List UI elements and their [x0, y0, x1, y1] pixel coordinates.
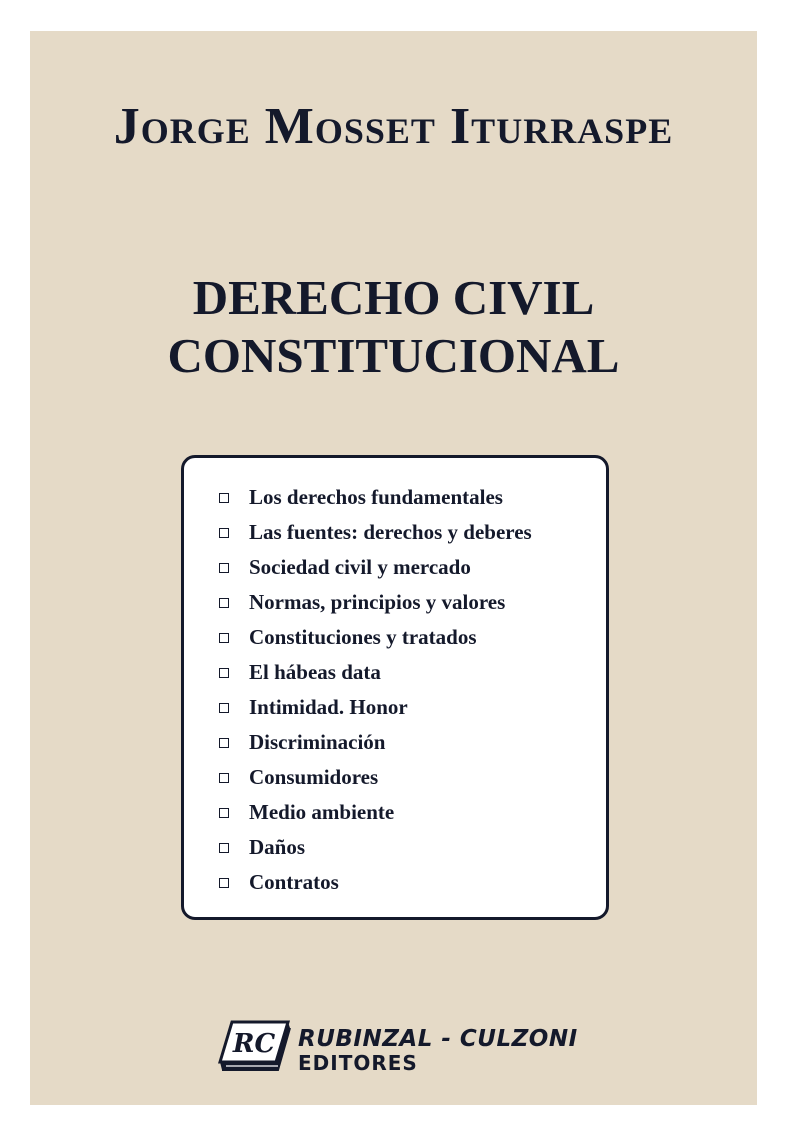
topic-label: Las fuentes: derechos y deberes — [249, 520, 532, 544]
bullet-icon — [219, 878, 229, 888]
bullet-icon — [219, 528, 229, 538]
topic-item — [219, 830, 532, 865]
topic-item — [219, 795, 532, 830]
book-title — [30, 269, 757, 385]
topic-label: El hábeas data — [249, 660, 381, 684]
topic-item — [219, 725, 532, 760]
publisher-name: RUBINZAL - CULZONI — [298, 1026, 578, 1052]
bullet-icon — [219, 668, 229, 678]
topic-label: Sociedad civil y mercado — [249, 555, 471, 579]
publisher-logo-icon — [218, 1018, 292, 1076]
title-line-1: DERECHO CIVIL — [192, 270, 595, 325]
topic-item — [219, 480, 532, 515]
topic-label: Contratos — [249, 870, 339, 894]
title-line-2: CONSTITUCIONAL — [167, 328, 620, 383]
topic-item — [219, 550, 532, 585]
topic-item — [219, 690, 532, 725]
bullet-icon — [219, 563, 229, 573]
topic-item — [219, 585, 532, 620]
topic-item — [219, 760, 532, 795]
bullet-icon — [219, 703, 229, 713]
topic-item — [219, 620, 532, 655]
topic-label: Normas, principios y valores — [249, 590, 506, 614]
topics-box — [181, 455, 609, 920]
topic-item — [219, 655, 532, 690]
publisher-block — [218, 1016, 578, 1080]
bullet-icon — [219, 633, 229, 643]
topics-list — [219, 480, 532, 900]
topic-label: Consumidores — [249, 765, 379, 789]
bullet-icon — [219, 598, 229, 608]
topic-label: Medio ambiente — [249, 800, 395, 824]
topic-label: Los derechos fundamentales — [249, 485, 503, 509]
topic-item — [219, 515, 532, 550]
bullet-icon — [219, 493, 229, 503]
topic-item — [219, 865, 532, 900]
bullet-icon — [219, 808, 229, 818]
topic-label: Discriminación — [249, 730, 386, 754]
bullet-icon — [219, 843, 229, 853]
author-name: Jorge Mosset Iturraspe — [113, 98, 674, 155]
book-cover — [30, 31, 757, 1105]
bullet-icon — [219, 738, 229, 748]
topic-label: Constituciones y tratados — [249, 625, 477, 649]
publisher-logo-text: RC — [232, 1029, 276, 1059]
publisher-subtitle: EDITORES — [298, 1051, 418, 1075]
topic-label: Intimidad. Honor — [249, 695, 408, 719]
bullet-icon — [219, 773, 229, 783]
topic-label: Daños — [249, 835, 306, 859]
